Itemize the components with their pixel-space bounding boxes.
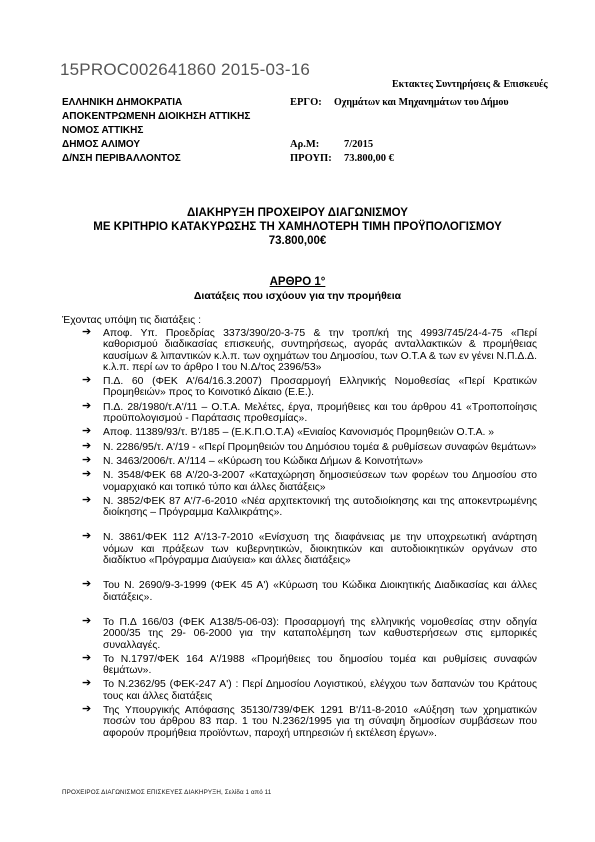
list-item [82,470,537,493]
arrow-right-icon: ➔ [82,374,92,387]
arrow-right-icon: ➔ [82,578,92,591]
list-item [82,376,537,399]
budget-label: ΠΡΟΥΠ: [290,153,332,164]
list-item [82,427,537,438]
list-item [82,439,537,453]
arrow-right-icon: ➔ [82,614,92,627]
provision-text: Ν. 2286/95/τ. Α'/19 - «Περί Προμηθειών του Δημόσιου τομέα & ρυθμίσεων συναφών θεμάτων» [103,441,537,453]
page-footer: ΠΡΟΧΕΙΡΟΣ ΔΙΑΓΩΝΙΣΜΟΣ ΕΠΙΣΚΕΥΕΣ ΔΙΑΚΗΡΥΞΗ, Σελίδα 1 από 11 [62,789,272,796]
announcement-criterion: ΜΕ ΚΡΙΤΗΡΙΟ ΚΑΤΑΚΥΡΩΣΗΣ ΤΗ ΧΑΜΗΛΟΤΕΡΗ ΤΙΜΗ ΠΡΟΫΠΟΛΟΓΙΣΜΟΥ [93,221,502,233]
list-item [82,580,537,603]
authority-line: ΔΗΜΟΣ ΑΛΙΜΟΥ [62,139,141,150]
document-id: 15PROC002641860 2015-03-16 [60,60,310,79]
budget-value: 73.800,00 € [344,153,394,164]
arrow-right-icon: ➔ [82,399,92,412]
list-item [82,328,537,373]
arrow-right-icon: ➔ [82,425,92,438]
provision-text: Αποφ. Υπ. Προεδρίας 3373/390/20-3-75 & την τροπ/κή της 4993/745/24-4-75 «Περί καθορισμού διαδικασίας επισκευής, συντηρήσεως, αγοράς ανταλλακτικών & προμήθειας καυσίμων & λιπαντικών κ.λ.π. των οχημάτων του Δημοσίου, των Ο.Τ.Α & των εν γένει Ν.Π.Δ.Δ. κ.λ.π. περί ων το άρθρο Ι του Ν.Δ/τος 2396/53» [103,328,537,373]
list-item [82,651,537,677]
arrow-right-icon: ➔ [82,703,92,716]
arrow-right-icon: ➔ [82,530,92,543]
arrow-right-icon: ➔ [82,439,92,452]
arrow-right-icon: ➔ [82,493,92,506]
authority-line: ΕΛΛΗΝΙΚΗ ΔΗΜΟΚΡΑΤΙΑ [62,97,183,108]
provision-text: Π.Δ. 60 (ΦΕΚ Α'/64/16.3.2007) Προσαρμογή Ελληνικής Νομοθεσίας «Περί Κρατικών Προμηθειών» προς το Κοινοτικό Δίκαιο (Ε.Ε.). [103,376,537,399]
provision-text: Το Ν.2362/95 (ΦΕΚ-247 Α') : Περί Δημοσίου Λογιστικού, ελέγχου των δαπανών του Κράτους τους και άλλες διατάξεις [103,679,537,702]
list-item [82,493,537,519]
provision-text: Του Ν. 2690/9-3-1999 (ΦΕΚ 45 Α') «Κύρωση του Κώδικα Διοικητικής Διαδικασίας και άλλες διατάξεις». [103,580,537,603]
authority-line: ΝΟΜΟΣ ΑΤΤΙΚΗΣ [62,125,144,136]
arrow-right-icon: ➔ [82,677,92,690]
work-title: Εκτακτες Συντηρήσεις & Επισκευές [392,79,548,90]
provision-text: Ν. 3548/ΦΕΚ 68 Α'/20-3-2007 «Καταχώρηση δημοσιεύσεων των φορέων του Δημοσίου στο νομαρχιακό και τοπικό τύπο και άλλες διατάξεις» [103,470,537,493]
list-item [82,453,537,467]
announcement-title: ΔΙΑΚΗΡΥΞΗ ΠΡΟΧΕΙΡΟΥ ΔΙΑΓΩΝΙΣΜΟΥ [187,207,408,219]
arrow-right-icon: ➔ [82,453,92,466]
provision-text: Ν. 3861/ΦΕΚ 112 Α'/13-7-2010 «Ενίσχυση της διαφάνειας με την υποχρεωτική ανάρτηση νόμων και πράξεων των κυβερνητικών, διοικητικών και αυτοδιοικητικών οργάνων στο διαδίκτυο «Πρόγραμμα Διαύγεια» και άλλες διατάξεις» [103,532,537,567]
arrow-right-icon: ➔ [82,651,92,664]
preamble: Έχοντας υπόψη τις διατάξεις : [62,314,202,326]
provision-text: Ν. 3852/ΦΕΚ 87 Α'/7-6-2010 «Νέα αρχιτεκτονική της αυτοδιοίκησης και της αποκεντρωμένης διοίκησης – Πρόγραμμα Καλλικράτης». [103,495,537,519]
authority-line: Δ/ΝΣΗ ΠΕΡΙΒΑΛΛΟΝΤΟΣ [62,153,181,164]
list-item [82,399,537,425]
work-label: ΕΡΓΟ: [290,97,322,108]
am-value: 7/2015 [344,139,374,150]
provision-text: Π.Δ. 28/1980/τ.Α'/11 – Ο.Τ.Α. Μελέτες, έργα, προμήθειες και του άρθρου 41 «Τροποποίησις προϋπολογισμού - Παράτασις προθεσμίας». [103,401,537,425]
provision-text: Αποφ. 11389/93/τ. Β'/185 – (Ε.Κ.Π.Ο.Τ.Α) «Ενιαίος Κανονισμός Προμηθειών Ο.Τ.Α. » [103,427,495,439]
arrow-right-icon: ➔ [82,468,92,481]
arrow-right-icon: ➔ [82,326,92,338]
article-heading [0,276,595,288]
list-item [82,679,537,702]
announcement-amount: 73.800,00€ [268,235,327,247]
work-value: Οχημάτων και Μηχανημάτων του Δήμου [334,97,509,108]
provision-text: Ν. 3463/2006/τ. Α'/114 – «Κύρωση του Κώδικα Δήμων & Κοινοτήτων» [103,455,424,467]
list-item [82,614,537,651]
list-item [82,705,537,739]
article-subtitle: Διατάξεις που ισχύουν για την προμήθεια [193,290,402,302]
provision-text: Της Υπουργικής Απόφασης 35130/739/ΦΕΚ 1291 Β'/11-8-2010 «Αύξηση των χρηματικών ποσών του άρθρου 83 παρ. 1 του Ν.2362/1995 για τη σύναψη δημοσίων συμβάσεων που αφορούν προμήθεια προϊόντων, παροχή υπηρεσιών ή εκτέλεση έργων». [103,705,537,739]
list-item [82,532,537,566]
provision-text: Το Π.Δ 166/03 (ΦΕΚ Α138/5-06-03): Προσαρμογή της ελληνικής νομοθεσίας στην οδηγία 2000/35 της 29- 06-2000 για την καταπολέμηση των καθυστερήσεων στις εμπορικές συναλλαγές. [103,616,537,651]
am-label: Αρ.Μ: [290,139,320,150]
authority-line: ΑΠΟΚΕΝΤΡΩΜΕΝΗ ΔΙΟΙΚΗΣΗ ΑΤΤΙΚΗΣ [62,111,251,122]
provision-text: Το Ν.1797/ΦΕΚ 164 Α'/1988 «Προμήθειες του δημοσίου τομέα και ρυθμίσεις συναφών θεμάτων». [103,653,537,677]
provisions-list [82,328,537,742]
article-heading-text: ΑΡΘΡΟ 1° [269,276,326,288]
